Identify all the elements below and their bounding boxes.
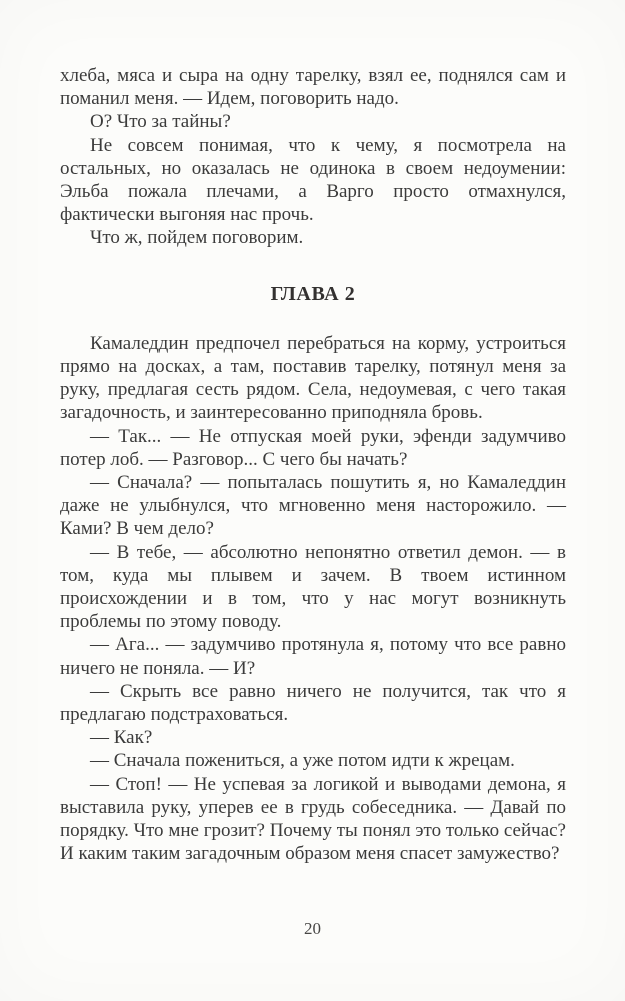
paragraph: — Как? [90, 727, 153, 749]
paragraph: — В тебе, — абсолютно непонятно ответил демон. — в том, куда мы плывем и зачем. В твоем истинном происхождении и в том, что у нас могут возникнуть проблемы по этому поводу. [60, 541, 566, 633]
paragraph: — Так... — Не отпуская моей руки, эфенди задумчиво потер лоб. — Разговор... С чего бы начать? [60, 425, 566, 470]
paragraph: Камаледдин предпочел перебраться на корму, устроиться прямо на досках, а там, поставив тарелку, потянул меня за руку, предлагая сесть рядом. Села, недоумевая, с чего такая загадочность, и заинтересованно приподняла бровь. [60, 332, 566, 424]
page-number: 20 [304, 919, 321, 938]
paragraph: — Ага... — задумчиво протянула я, потому что все равно ничего не поняла. — И? [60, 634, 566, 679]
paragraph: — Стоп! — Не успевая за логикой и выводами демона, я выставила руку, уперев ее в грудь собеседника. — Давай по порядку. Что мне грозит? Почему ты понял это только сейчас? И каким таким загадочным образом меня спасет замужество? [60, 773, 566, 865]
chapter-heading: ГЛАВА 2 [270, 282, 356, 305]
paragraph: — Сначала? — попыталась пошутить я, но Камаледдин даже не улыбнулся, что мгновенно меня насторожило. — Ками? В чем дело? [60, 472, 566, 540]
text-block [60, 64, 566, 866]
paragraph: Что ж, пойдем поговорим. [90, 227, 304, 249]
paragraph: — Сначала пожениться, а уже потом идти к жрецам. [90, 750, 515, 772]
paragraph: хлеба, мяса и сыра на одну тарелку, взял ее, поднялся сам и поманил меня. — Идем, поговорить надо. [60, 65, 566, 110]
paragraph: — Скрыть все равно ничего не получится, так что я предлагаю подстраховаться. [60, 680, 566, 726]
paragraph: О? Что за тайны? [90, 111, 231, 133]
paragraph: Не совсем понимая, что к чему, я посмотрела на остальных, но оказалась не одинока в своем недоумении: Эльба пожала плечами, а Варго просто отмахнулся, фактически выгоняя нас прочь. [60, 134, 566, 226]
